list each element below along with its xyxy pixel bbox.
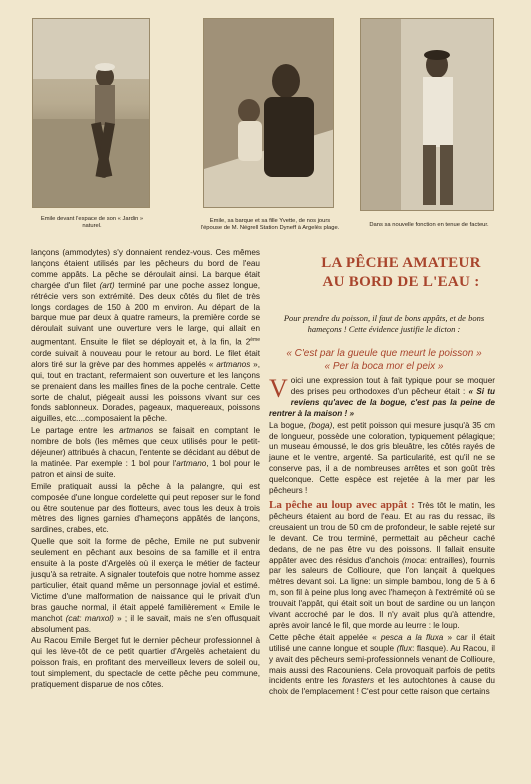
left-paragraph-5: Au Racou Emile Berget fut le dernier pêcheur professionnel à qui les lève-tôt de ce petit quartier d'Argelès achetaient du poisson frais, en profitant des merveilleux levers de soleil ou, tout simplement, du spectacle de cette pêche peu commune, pratiquement disparue de nos côtes. bbox=[31, 636, 260, 690]
proverb-quote bbox=[272, 347, 496, 373]
left-paragraph-4: Quelle que soit la forme de pêche, Emile ne put subvenir seulement en pêchant aux besoins de sa famille et il entra ensuite à la poste d'Argelès où il exerça le métier de facteur jusqu'à sa retraite. A signaler toutefois que notre homme assez particulier, était quand même un personnage jovial et estimé. Victime d'une malformation de naissance qui le privait d'un bras gauche normal, il était appelé familièrement « Emile le manchot (cat: manxol) » ; il le savait, mais ne s'en offusquait absolument pas. bbox=[31, 537, 260, 634]
right-paragraph-1: Voici une expression tout à fait typique pour se moquer des prises peu orthodoxes d'un pêcheur était : « Si tu reviens qu'avec de la bogue, c'est pas la peine de rentrer à la maison ! » bbox=[269, 374, 495, 418]
photo-emile-postman bbox=[360, 18, 494, 211]
photo3-caption: Dans sa nouvelle fonction en tenue de facteur. bbox=[369, 222, 489, 228]
intro-text: Pour prendre du poisson, il faut de bons appâts, et de bons hameçons ! Cette évidence justifie le dicton : bbox=[283, 313, 485, 334]
left-paragraph-1: lançons (ammodytes) s'y donnaient rendez-vous. Ces mêmes lançons étaient utilisés par les pêcheurs du bord de l'eau comme appâts. La pêche se déroulait ainsi. La barque était chargée d'un filet (art) terminé par une poche assez longue, rétrécie vers son extrémité. Des deux côtés du filet de très longs cordages de 150 à 200 m environ. Au départ de la barque mue par deux à quatre rameurs, la première corde se déroulait suivant une ouverture vers le large, qui allait en augmentant. Ensuite le filet se déployait et, à la fin, la 2ème corde suivait à nouveau pour le retour au bord. Le filet était alors tiré sur la grève par des hommes appelés « artmanos », qui, tout en tractant, refermaient son ouverture et les lançons se prenaient dans les mailles fines de la poche centrale. Cette sorte de chalut, piégeait aussi les poissons vivant sur ces fonds sablonneux. Dorades, pageaux, maquereaux, poissons aiguilles, etc....composaient la pêche. bbox=[31, 248, 260, 424]
right-paragraph-2: La bogue, (boga), est petit poisson qui mesure jusqu'à 35 cm de longueur, possède une coloration, typiquement pélagique; un museau émoussé, le dos gris bleuâtre, les côtés rayés de jaune et le ventre, argenté. Sa particularité, est qu'il ne se conserve pas, il a de nombreuses arrêtes et son goût très quelconque. Cette espèce est rejetée à la mer par les pêcheurs ! bbox=[269, 420, 496, 496]
proverb-catalan: « Per la boca mor el peix » bbox=[324, 361, 444, 372]
right-column bbox=[269, 376, 495, 699]
photo-emile-daughter-image bbox=[204, 19, 334, 208]
section-heading bbox=[306, 254, 496, 292]
photo2-caption: Emile, sa barque et sa fille Yvette, de nos jours l'épouse de M. Négrell Station Dyneff à Argelès plage. bbox=[200, 218, 340, 231]
photo-emile-postman-image bbox=[361, 19, 494, 211]
heading-line-2: AU BORD DE L'EAU : bbox=[322, 274, 480, 290]
photo-emile-garden-image bbox=[33, 19, 150, 208]
heading-line-1: LA PÊCHE AMATEUR bbox=[321, 255, 481, 271]
right-paragraph-3: La pêche au loup avec appât : Très tôt le matin, les pêcheurs étaient au bord de l'eau. Et au ras du ressac, ils creusaient un trou de 50 cm de profondeur, le sable rejeté sur le devant. Ce trou terminé, permettait au pêcheur caché dedans, de ne pas être vu des poissons. Il fallait ensuite appâter avec des résidus d'anchois (moca: entrailles), fournis par les saleurs de Collioure, que l'on lançait à quelques mètres devant soi. La ligne: un simple bambou, long de 5 à 6 m, son fil à peine plus long avec l'hameçon à l'extrémité où se trouvait l'appât, qui était soit un bout de sardine ou un lançon vivant accroché par le dos. Il n'y avait plus qu'à attendre, après avoir lancé le fil, que morde au leurre : le loup. bbox=[269, 498, 495, 630]
subheading-loup: La pêche au loup avec appât : bbox=[269, 498, 415, 511]
left-column bbox=[31, 248, 260, 692]
left-paragraph-3: Emile pratiquait aussi la pêche à la palangre, qui est composée d'une longue cordelette qui peut reposer sur le fond ou être soutenue par des flotteurs, avec tous les deux à trois mètres des lignes garnies d'hameçons appâtés de lançons, sardines, crabes, etc. bbox=[31, 481, 260, 535]
photo-emile-daughter bbox=[203, 18, 334, 208]
drop-cap: V bbox=[269, 374, 288, 403]
proverb-french: « C'est par la gueule que meurt le poisson » bbox=[286, 348, 482, 359]
photo1-caption: Emile devant l'espace de son « Jardin » naturel. bbox=[40, 216, 144, 229]
photo-emile-garden bbox=[32, 18, 150, 208]
left-paragraph-2: Le partage entre les artmanos se faisait en comptant le nombre de bols (les mêmes que ceux utilisés pour le petit-déjeuner) attribués à chacun, l'entente se décidant au début de la matinée. Par exemple : 1 bol pour l'artmano, 1 bol pour le patron et ainsi de suite. bbox=[31, 426, 260, 479]
right-paragraph-4: Cette pêche était appelée « pesca a la fluxa » car il était utilisé une canne longue et souple (flux: flasque). Au Racou, il y avait des pêcheurs semi-professionnels venant de Collioure, mais aussi des Racouniens. Cela provoquait parfois de petits incidents entre les forasters et les autochtones à cause du choix de l'emplacement ! C'est pour cette raison que certains bbox=[269, 632, 496, 697]
